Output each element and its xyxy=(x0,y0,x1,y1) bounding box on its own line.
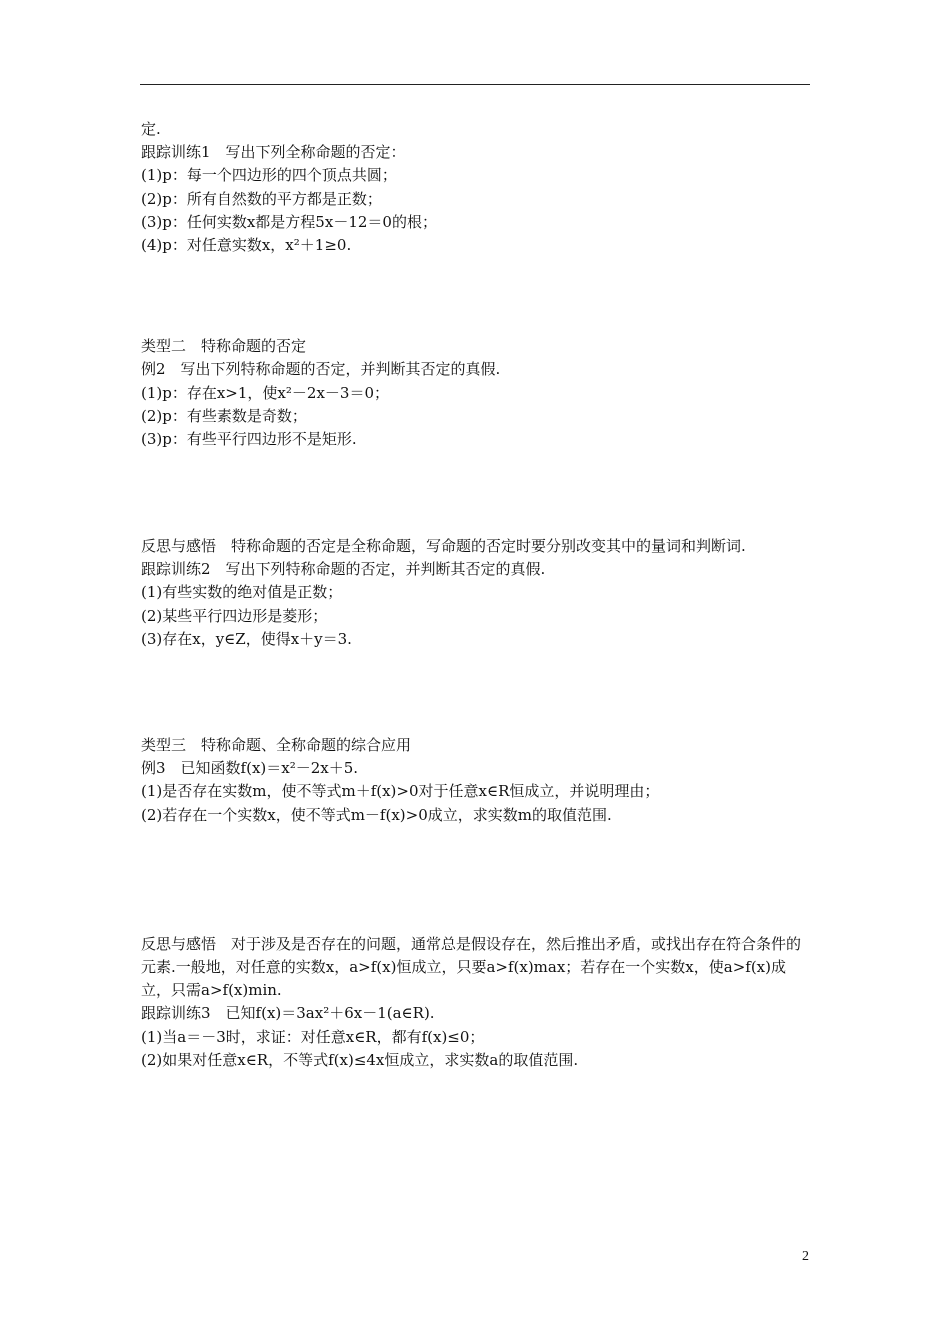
example-item: (1)p：存在x>1，使x²－2x－3＝0； xyxy=(141,383,389,402)
example-item: (1)是否存在实数m，使不等式m＋f(x)>0对于任意x∈R恒成立，并说明理由； xyxy=(141,782,660,801)
exercise-item: (4)p：对任意实数x，x²＋1≥0. xyxy=(141,235,352,254)
exercise-item: (3)p：任何实数x都是方程5x－12＝0的根； xyxy=(141,212,437,231)
example-item: (3)p：有些平行四边形不是矩形. xyxy=(141,429,357,448)
header-rule xyxy=(140,84,810,85)
exercise-heading: 跟踪训练2 写出下列特称命题的否定，并判断其否定的真假. xyxy=(141,560,546,579)
example-heading: 例3 已知函数f(x)＝x²－2x＋5. xyxy=(141,759,359,778)
text-line: 定. xyxy=(141,120,161,138)
section-heading-type2: 类型二 特称命题的否定 xyxy=(141,337,307,356)
exercise-item: (2)p：所有自然数的平方都是正数； xyxy=(141,189,382,208)
section-heading-type3: 类型三 特称命题、全称命题的综合应用 xyxy=(141,736,412,754)
document-body xyxy=(141,118,821,1072)
exercise-heading: 跟踪训练3 已知f(x)＝3ax²＋6x－1(a∈R). xyxy=(141,1004,435,1023)
exercise-item: (3)存在x，y∈Z，使得x＋y＝3. xyxy=(141,629,352,648)
page-number: 2 xyxy=(802,1249,809,1264)
exercise-item: (2)如果对任意x∈R，不等式f(x)≤4x恒成立，求实数a的取值范围. xyxy=(141,1050,579,1069)
exercise-item: (1)p：每一个四边形的四个顶点共圆； xyxy=(141,166,397,185)
reflection-paragraph: 反思与感悟 特称命题的否定是全称命题，写命题的否定时要分别改变其中的量词和判断词. xyxy=(141,537,746,556)
example-item: (2)p：有些素数是奇数； xyxy=(141,406,307,425)
example-heading: 例2 写出下列特称命题的否定，并判断其否定的真假. xyxy=(141,360,501,379)
reflection-paragraph: 反思与感悟 对于涉及是否存在的问题，通常总是假设存在，然后推出矛盾，或找出存在符合条件的元素.一般地，对任意的实数x，a>f(x)恒成立，只要a>f(x)max；若存在一个实数x，使a>f(x)成立，只需a>f(x)min. xyxy=(141,934,802,1000)
exercise-heading: 跟踪训练1 写出下列全称命题的否定： xyxy=(141,143,406,162)
exercise-item: (1)有些实数的绝对值是正数； xyxy=(141,583,343,602)
exercise-item: (1)当a＝－3时，求证：对任意x∈R，都有f(x)≤0； xyxy=(141,1027,485,1046)
exercise-item: (2)某些平行四边形是菱形； xyxy=(141,606,328,625)
example-item: (2)若存在一个实数x，使不等式m－f(x)>0成立，求实数m的取值范围. xyxy=(141,805,612,824)
